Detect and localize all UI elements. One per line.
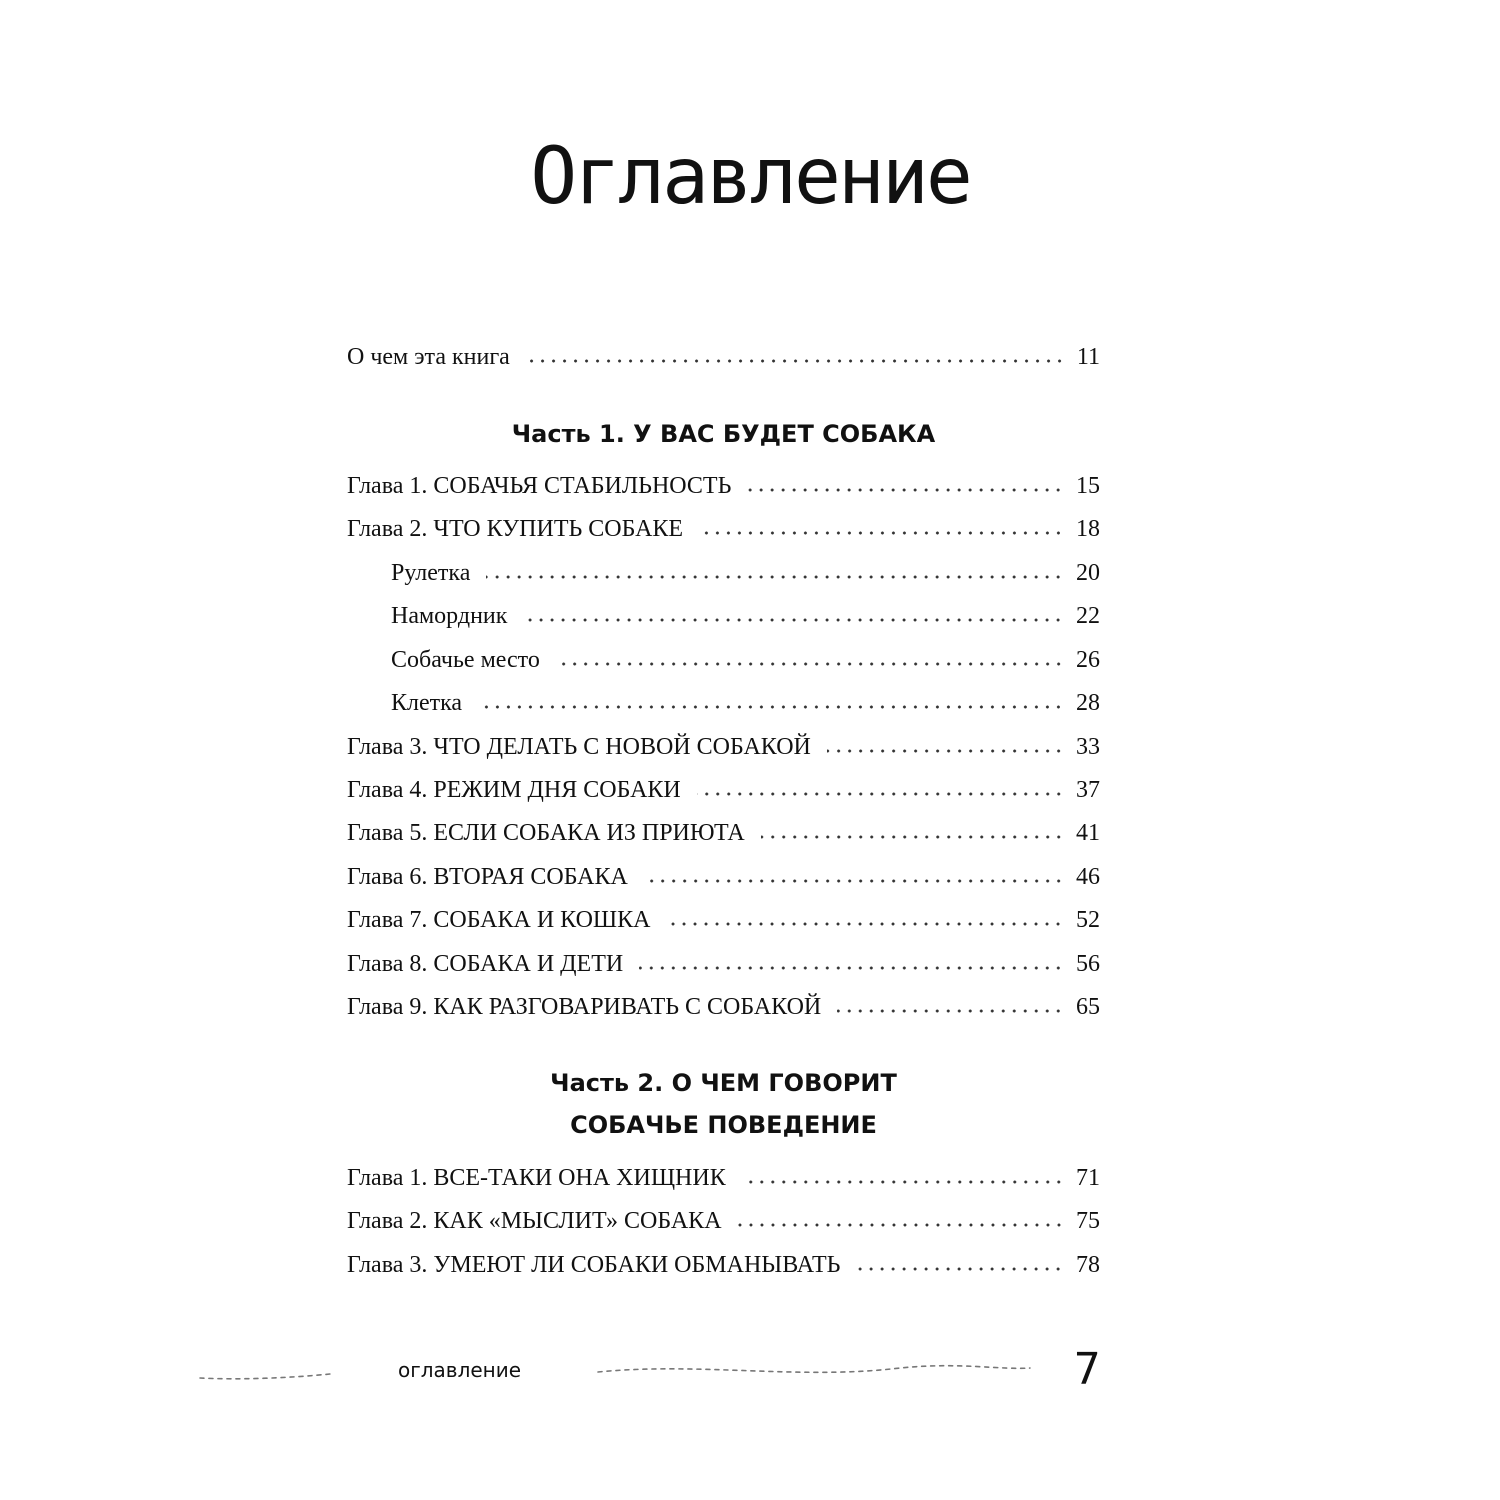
dot-leader (742, 1177, 1064, 1187)
toc-entry-label: Глава 1. СОБАЧЬЯ СТАБИЛЬНОСТЬ (347, 473, 732, 499)
toc-entry[interactable] (347, 1204, 1100, 1238)
dot-leader (827, 746, 1064, 756)
toc-entry-page: 18 (1076, 516, 1100, 542)
toc-entry[interactable] (347, 469, 1100, 503)
toc-entry-label: Глава 1. ВСЕ-ТАКИ ОНА ХИЩНИК (347, 1165, 726, 1191)
dot-leader (699, 528, 1064, 538)
dot-leader (666, 919, 1064, 929)
toc-entry-label: Глава 2. КАК «МЫСЛИТ» СОБАКА (347, 1208, 722, 1234)
toc-entry[interactable] (347, 903, 1100, 937)
part-1-heading: Часть 1. У ВАС БУДЕТ СОБАКА (511, 420, 936, 448)
toc-entry-page: 71 (1076, 1165, 1100, 1191)
toc-entry[interactable] (347, 1248, 1100, 1282)
toc-entry[interactable] (347, 512, 1100, 546)
toc-entry-page: 20 (1076, 560, 1100, 586)
toc-entry-label: Глава 3. УМЕЮТ ЛИ СОБАКИ ОБМАНЫВАТЬ (347, 1252, 841, 1278)
toc-entry-label: Глава 9. КАК РАЗГОВАРИВАТЬ С СОБАКОЙ (347, 994, 822, 1020)
toc-entry-page: 46 (1076, 864, 1100, 890)
toc-entry-page: 33 (1076, 734, 1100, 760)
footer-section-label: оглавление (398, 1358, 522, 1382)
toc-entry-page: 28 (1076, 690, 1100, 716)
toc-subentry[interactable] (391, 556, 1100, 590)
toc-entry[interactable] (347, 773, 1100, 807)
dot-leader (556, 659, 1064, 669)
page-number: 7 (1074, 1344, 1101, 1395)
toc-entry[interactable] (347, 947, 1100, 981)
toc-entry-label: Глава 8. СОБАКА И ДЕТИ (347, 951, 624, 977)
page-footer (0, 1340, 1500, 1400)
toc-entry-page: 41 (1076, 820, 1100, 846)
toc-entry-page: 22 (1076, 603, 1100, 629)
dot-leader (486, 572, 1064, 582)
toc-entry[interactable] (347, 990, 1100, 1024)
toc-entry-page: 75 (1076, 1208, 1100, 1234)
toc-entry-label: Глава 7. СОБАКА И КОШКА (347, 907, 651, 933)
dot-leader (747, 485, 1064, 495)
toc-entry-page: 15 (1076, 473, 1100, 499)
dot-leader (697, 789, 1064, 799)
dot-leader (738, 1220, 1064, 1230)
toc-entry[interactable] (347, 816, 1100, 850)
dot-leader (761, 832, 1064, 842)
dot-leader (644, 876, 1064, 886)
toc-entry-page: 52 (1076, 907, 1100, 933)
toc-entry-page: 37 (1076, 777, 1100, 803)
toc-entry-intro[interactable] (347, 340, 1100, 374)
dot-leader (856, 1264, 1064, 1274)
toc-entry-label: Клетка (391, 690, 463, 716)
toc-entry[interactable] (347, 1161, 1100, 1195)
part-2-heading-line-2: СОБАЧЬЕ ПОВЕДЕНИЕ (570, 1111, 877, 1139)
dot-leader (837, 1006, 1064, 1016)
toc-entry-label: Намордник (391, 603, 508, 629)
dot-leader (523, 615, 1064, 625)
toc-entry-label: О чем эта книга (347, 344, 510, 370)
toc-entry-label: Глава 6. ВТОРАЯ СОБАКА (347, 864, 628, 890)
wavy-dotted-rule (0, 1340, 1500, 1400)
toc-entry-page: 11 (1076, 344, 1100, 370)
toc-subentry[interactable] (391, 686, 1100, 720)
toc-entry-label: Рулетка (391, 560, 471, 586)
toc-entry[interactable] (347, 860, 1100, 894)
toc-entry-page: 26 (1076, 647, 1100, 673)
dot-leader (526, 356, 1065, 366)
page-title: Оглавление (530, 132, 970, 222)
toc-subentry[interactable] (391, 599, 1100, 633)
toc-subentry[interactable] (391, 643, 1100, 677)
part-2-heading-line-1: Часть 2. О ЧЕМ ГОВОРИТ (550, 1069, 897, 1097)
toc-entry-label: Глава 5. ЕСЛИ СОБАКА ИЗ ПРИЮТА (347, 820, 745, 846)
toc-entry[interactable] (347, 730, 1100, 764)
toc-entry-label: Собачье место (391, 647, 540, 673)
toc-entry-label: Глава 4. РЕЖИМ ДНЯ СОБАКИ (347, 777, 681, 803)
toc-entry-page: 56 (1076, 951, 1100, 977)
toc-entry-page: 65 (1076, 994, 1100, 1020)
toc-entry-page: 78 (1076, 1252, 1100, 1278)
toc-entry-label: Глава 2. ЧТО КУПИТЬ СОБАКЕ (347, 516, 684, 542)
dot-leader (478, 702, 1064, 712)
toc-entry-label: Глава 3. ЧТО ДЕЛАТЬ С НОВОЙ СОБАКОЙ (347, 734, 811, 760)
dot-leader (639, 963, 1064, 973)
